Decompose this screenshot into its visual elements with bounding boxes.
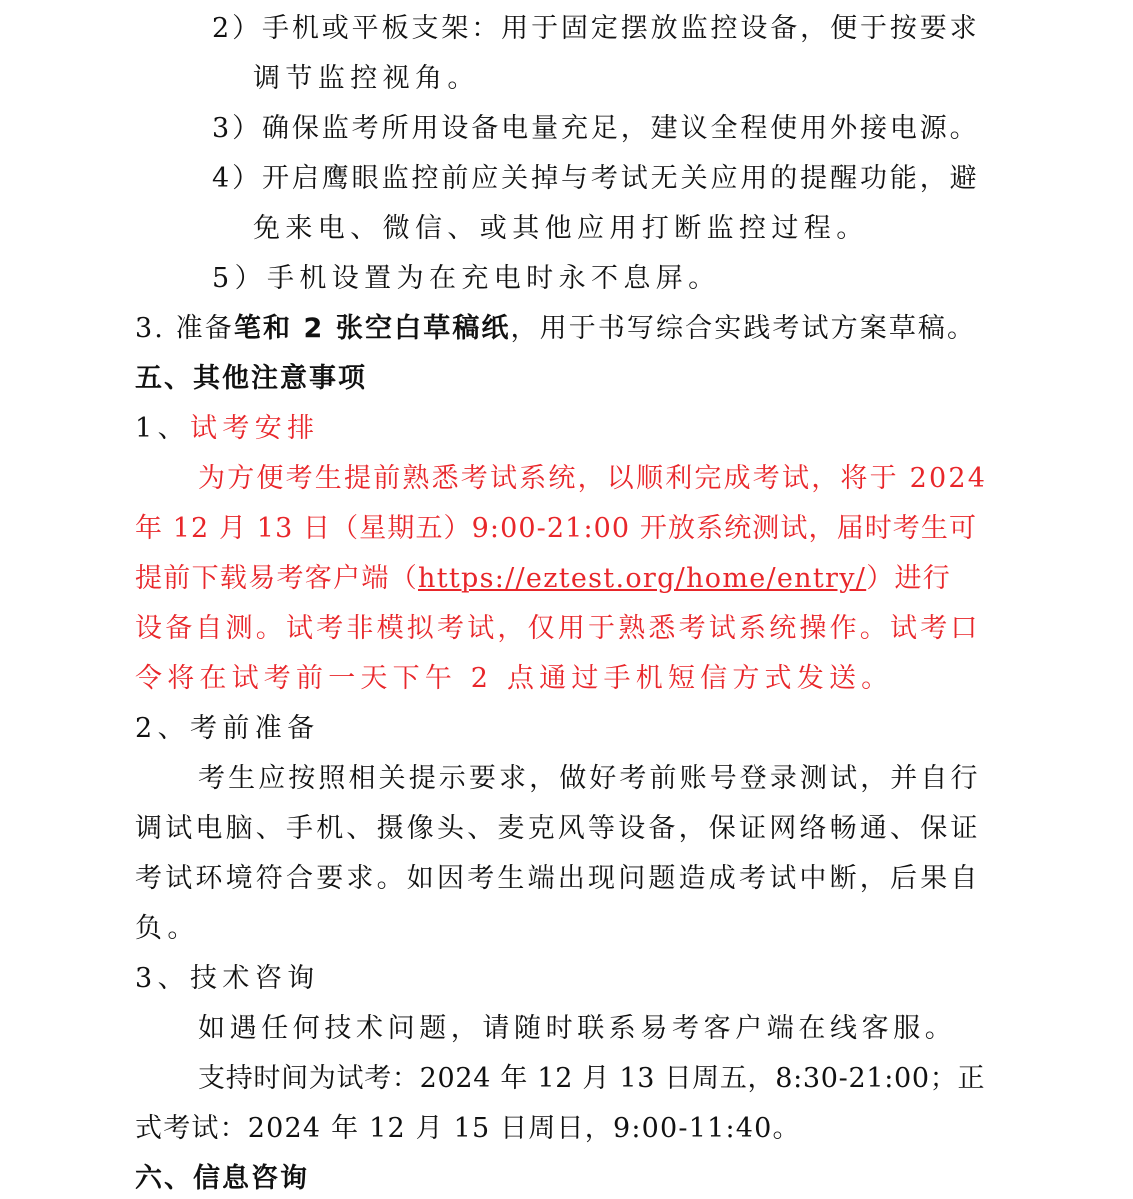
list-item-4-continued: 免来电、微信、或其他应用打断监控过程。 — [253, 213, 869, 244]
list-number: 5） — [212, 263, 267, 294]
sub1-line-2: 年 12 月 13 日（星期五）9:00-21:00 开放系统测试，届时考生可 — [135, 513, 978, 544]
eztest-link[interactable]: https://eztest.org/home/entry/ — [418, 563, 867, 594]
list-text: 确保监考所用设备电量充足，建议全程使用外接电源。 — [261, 113, 980, 144]
list-text: 手机设置为在充电时永不息屏。 — [266, 263, 721, 294]
sub1-line-4: 设备自测。试考非模拟考试，仅用于熟悉考试系统操作。试考口 — [135, 613, 981, 644]
section-6-title: 六、信息咨询 — [135, 1163, 309, 1194]
sub3-number: 3、 — [135, 963, 190, 994]
list-item-5 — [212, 262, 721, 296]
sub3-line-2: 支持时间为试考：2024 年 12 月 13 日周五，8:30-21:00；正 — [198, 1063, 986, 1094]
sub3-line-1: 如遇任何技术问题，请随时联系易考客户端在线客服。 — [198, 1013, 957, 1044]
section-5-title: 五、其他注意事项 — [135, 363, 367, 394]
sub2-title: 考前准备 — [189, 713, 320, 744]
sub3-title: 技术咨询 — [189, 963, 320, 994]
sub1-title: 试考安排 — [189, 413, 320, 444]
list-number: 4） — [212, 163, 262, 194]
prepare-prefix: 3. 准备 — [135, 313, 234, 344]
sub3-heading — [135, 962, 320, 996]
sub1-heading — [135, 412, 320, 446]
sub3-line-3: 式考试：2024 年 12 月 15 日周日，9:00-11:40。 — [135, 1113, 801, 1144]
sub1-line-1: 为方便考生提前熟悉考试系统，以顺利完成考试，将于 2024 — [198, 463, 988, 494]
list-item-2-continued: 调节监控视角。 — [253, 63, 480, 94]
prepare-bold-text: 笔和 2 张空白草稿纸 — [233, 313, 511, 344]
prepare-paper-line — [135, 312, 976, 346]
list-item-4 — [212, 162, 980, 196]
sub1-line-3-pre: 提前下载易考客户端（ — [135, 563, 418, 594]
sub2-line-1: 考生应按照相关提示要求，做好考前账号登录测试，并自行 — [198, 763, 981, 794]
sub1-number: 1、 — [135, 413, 190, 444]
sub2-line-2: 调试电脑、手机、摄像头、麦克风等设备，保证网络畅通、保证 — [135, 813, 981, 844]
sub2-line-3: 考试环境符合要求。如因考生端出现问题造成考试中断，后果自 — [135, 863, 981, 894]
sub2-number: 2、 — [135, 713, 190, 744]
list-text: 手机或平板支架：用于固定摆放监控设备，便于按要求 — [261, 13, 980, 44]
sub1-line-3-post: ）进行 — [866, 563, 952, 594]
list-text: 开启鹰眼监控前应关掉与考试无关应用的提醒功能，避 — [261, 163, 980, 194]
list-number: 3） — [212, 113, 262, 144]
prepare-suffix: ，用于书写综合实践考试方案草稿。 — [510, 313, 977, 344]
list-number: 2） — [212, 13, 262, 44]
sub1-line-5: 令将在试考前一天下午 2 点通过手机短信方式发送。 — [135, 663, 894, 694]
list-item-3 — [212, 112, 980, 146]
list-item-2 — [212, 12, 980, 46]
sub2-line-4: 负。 — [135, 913, 200, 944]
sub2-heading — [135, 712, 320, 746]
sub1-line-3 — [135, 562, 951, 596]
